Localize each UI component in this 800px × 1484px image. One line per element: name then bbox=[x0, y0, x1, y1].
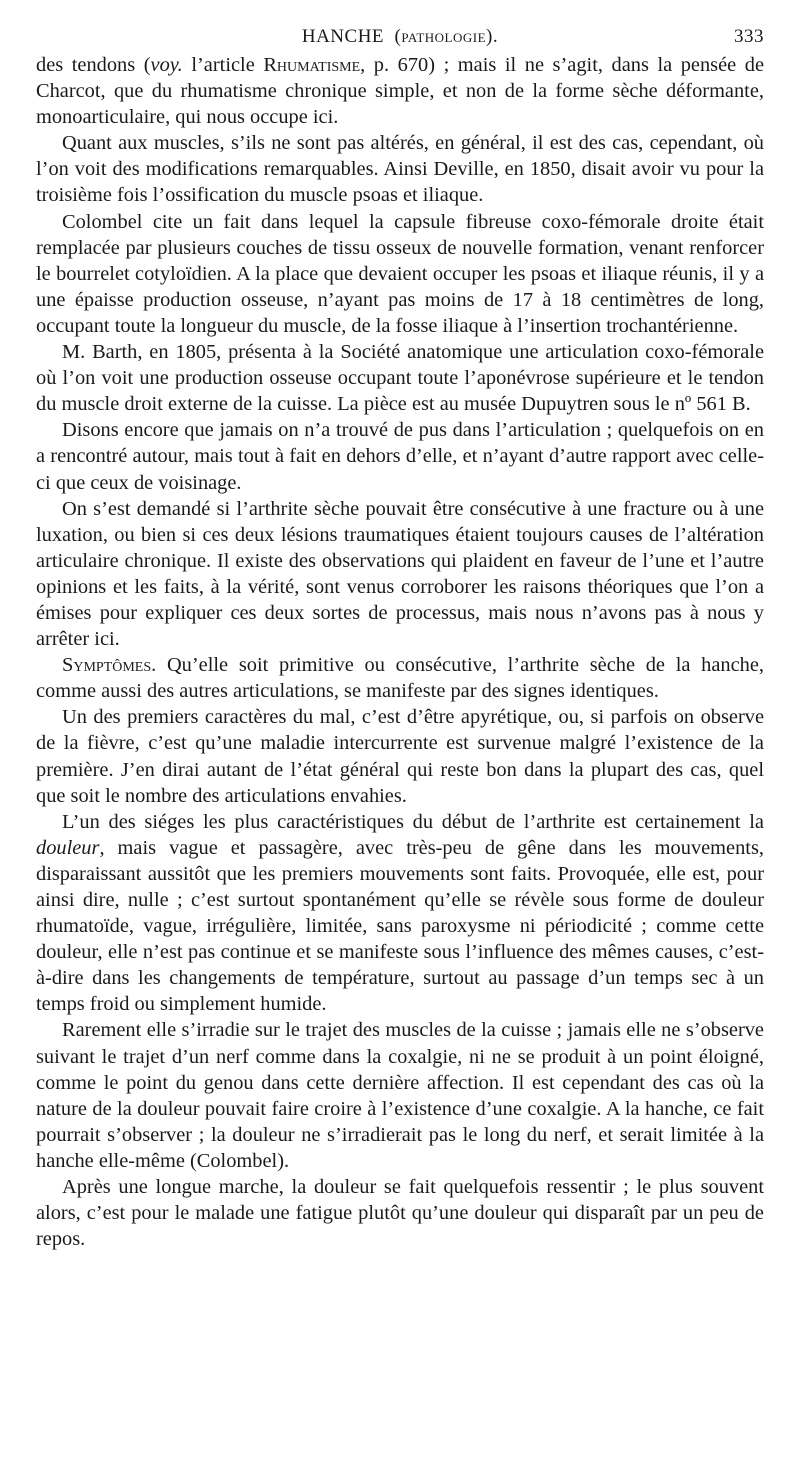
paragraph-6: On s’est demandé si l’arthrite sèche pouvait être consécutive à une fracture ou à une luxation, ou bien si ces deux lésions traumatiques étaient toujours causes de l’altération articulaire chronique. Il existe des observations qui plaident en faveur de l’une et l’autre opinions et les faits, à la vérité, sont venus corroborer les raisons théoriques que l’on a émises pour expliquer ces deux sortes de processus, mais nous n’avons pas à nous y arrêter ici. bbox=[36, 497, 764, 651]
paragraph-7 bbox=[36, 652, 764, 704]
paragraph-1-part-c: l’article bbox=[182, 54, 264, 76]
paragraph-9-part-c: , mais vague et passagère, avec très-peu de gêne dans les mouvements, disparaissant aussitôt que les premiers mouvements sont faits. Provoquée, elle est, pour ainsi dire, nulle ; c’est surtout spontanément qu’elle se révèle sous forme de douleur rhumatoïde, vague, irrégulière, limitée, sans paroxysme ni périodicité ; comme cette douleur, elle n’est pas continue et se manifeste sous l’influence des mêmes causes, c’est-à-dire dans les changements de température, surtout au passage d’un temps sec à un temps froid ou simplement humide. bbox=[36, 836, 764, 1016]
paragraph-1-italic-voy: voy. bbox=[150, 54, 183, 76]
paragraph-3: Colombel cite un fait dans lequel la capsule fibreuse coxo-fémorale droite était remplacée par plusieurs couches de tissu osseux de nouvelle formation, venant renforcer le bourrelet cotyloïdien. A la place que devaient occuper les psoas et iliaque réunis, il y a une épaisse production osseuse, n’ayant pas moins de 17 à 18 centimètres de long, occupant toute la longueur du muscle, de la fosse iliaque à l’insertion trochantérienne. bbox=[36, 210, 764, 337]
section-heading-symptomes: Symptômes. bbox=[62, 654, 157, 677]
paragraph-5: Disons encore que jamais on n’a trouvé de pus dans l’articulation ; quelquefois on en a rencontré autour, mais tout à fait en dehors d’elle, et n’ayant d’autre rapport avec celle-ci que ceux de voisinage. bbox=[36, 419, 764, 494]
running-header bbox=[36, 26, 764, 52]
header-subtitle: (pathologie). bbox=[394, 26, 499, 47]
paragraph-9-part-a: L’un des siéges les plus caractéristiques du début de l’arthrite est certainement la bbox=[62, 810, 764, 833]
paragraph-9 bbox=[36, 809, 764, 1018]
body-text bbox=[36, 52, 764, 1252]
paragraph-8: Un des premiers caractères du mal, c’est d’être apyrétique, ou, si parfois on observe de la fièvre, c’est qu’une maladie intercurrente est survenue malgré l’existence de la première. J’en dirai autant de l’état général qui reste bon dans la plupart des cas, quel que soit le nombre des articulations envahies. bbox=[36, 706, 764, 807]
page-number: 333 bbox=[734, 26, 764, 47]
paragraph-9-italic-douleur: douleur bbox=[36, 836, 100, 859]
paragraph-4: M. Barth, en 1805, présenta à la Société anatomique une articulation coxo-fémorale où l’on voit une production osseuse occupant toute l’aponévrose supérieure et le tendon du muscle droit externe de la cuisse. La pièce est au musée Dupuytren sous le nº 561 B. bbox=[36, 341, 764, 416]
paragraph-1-part-a: des tendons ( bbox=[36, 54, 151, 76]
paragraph-1 bbox=[36, 52, 764, 130]
paragraph-11: Après une longue marche, la douleur se fait quelquefois ressentir ; le plus souvent alors, c’est pour le malade une fatigue plutôt qu’une douleur qui disparaît par un peu de repos. bbox=[36, 1176, 764, 1251]
paragraph-1-smallcaps-rhumatisme: Rhumatisme bbox=[263, 54, 361, 76]
document-page bbox=[36, 26, 764, 1252]
paragraph-1-part-e: , p. 670) ; mais il ne s’agit, dans la pensée de Charcot, que du rhumatisme chronique simple, et non de la forme sèche déformante, monoarticulaire, qui nous occupe ici. bbox=[36, 54, 764, 129]
running-title bbox=[36, 26, 764, 48]
paragraph-7-text: Qu’elle soit primitive ou consécutive, l’arthrite sèche de la hanche, comme aussi des autres articulations, se manifeste par des signes identiques. bbox=[36, 654, 764, 703]
paragraph-10: Rarement elle s’irradie sur le trajet des muscles de la cuisse ; jamais elle ne s’observe suivant le trajet d’un nerf comme dans la coxalgie, ni ne se produit à un point éloigné, comme le point du genou dans cette dernière affection. Il est cependant des cas où la nature de la douleur pouvait faire croire à l’existence d’une coxalgie. A la hanche, ce fait pourrait s’observer ; la douleur ne s’irradierait pas le long du nerf, et serait limitée à la hanche elle-même (Colombel). bbox=[36, 1019, 764, 1172]
paragraph-2: Quant aux muscles, s’ils ne sont pas altérés, en général, il est des cas, cependant, où l’on voit des modifications remarquables. Ainsi Deville, en 1850, disait avoir vu pour la troisième fois l’ossification du muscle psoas et iliaque. bbox=[36, 132, 764, 207]
header-title: HANCHE bbox=[301, 26, 385, 47]
